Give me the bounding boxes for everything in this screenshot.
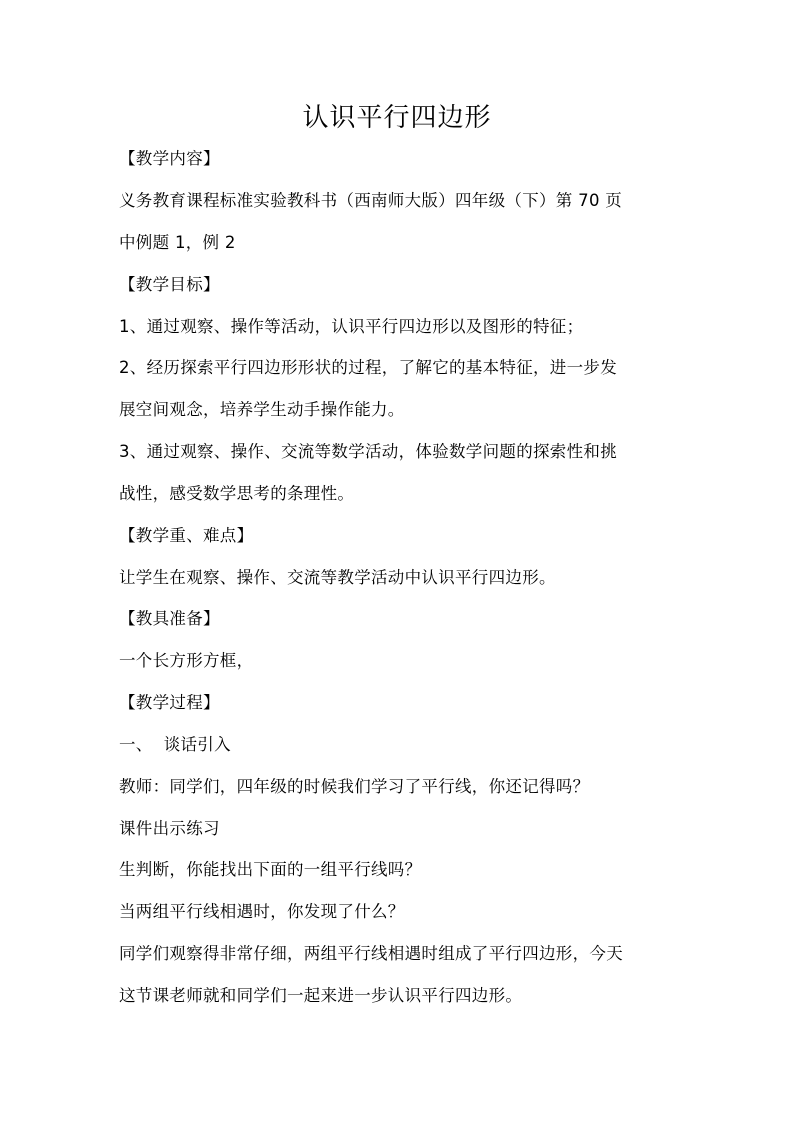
observe-text-line-1: 同学们观察得非常仔细，两组平行线相遇时组成了平行四边形，今天 — [119, 944, 623, 963]
goal-3-line-2: 战性，感受数学思考的条理性。 — [119, 484, 355, 503]
section-heading-goals: 【教学目标】 — [119, 275, 220, 294]
goal-2-line-1: 2、经历探索平行四边形形状的过程，了解它的基本特征，进一步发 — [119, 358, 617, 377]
courseware-text: 课件出示练习 — [119, 819, 220, 838]
observe-text-line-2: 这节课老师就和同学们一起来进一步认识平行四边形。 — [119, 986, 523, 1005]
section-heading-process: 【教学过程】 — [119, 693, 220, 712]
goal-1: 1、通过观察、操作等活动，认识平行四边形以及图形的特征； — [119, 317, 584, 336]
tools-text: 一个长方形方框， — [119, 651, 254, 670]
section-heading-content: 【教学内容】 — [119, 149, 220, 168]
process-step-1: 一、 谈话引入 — [119, 735, 231, 754]
document-title: 认识平行四边形 — [302, 103, 492, 133]
teacher-question: 教师：同学们，四年级的时候我们学习了平行线，你还记得吗？ — [119, 777, 590, 796]
content-text-line-1: 义务教育课程标准实验教科书（西南师大版）四年级（下）第 70 页 — [119, 191, 623, 210]
section-heading-key-points: 【教学重、难点】 — [119, 526, 254, 545]
parallel-meet-question: 当两组平行线相遇时，你发现了什么？ — [119, 902, 405, 921]
key-points-text: 让学生在观察、操作、交流等教学活动中认识平行四边形。 — [119, 568, 556, 587]
section-heading-tools: 【教具准备】 — [119, 609, 220, 628]
student-judge-text: 生判断，你能找出下面的一组平行线吗？ — [119, 860, 422, 879]
goal-3-line-1: 3、通过观察、操作、交流等数学活动，体验数学问题的探索性和挑 — [119, 442, 617, 461]
goal-2-line-2: 展空间观念，培养学生动手操作能力。 — [119, 400, 405, 419]
content-text-line-2: 中例题 1，例 2 — [119, 233, 236, 252]
